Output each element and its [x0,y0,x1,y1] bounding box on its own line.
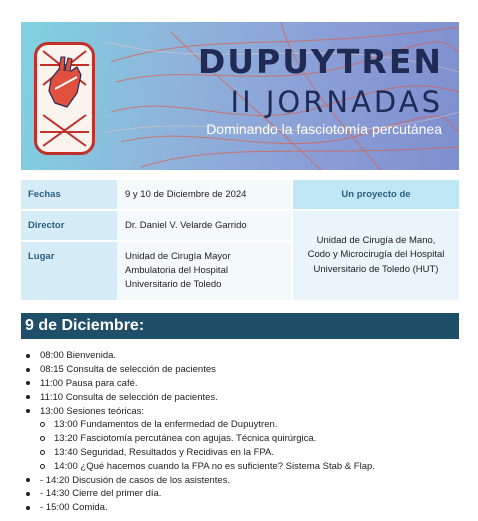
list-item [26,390,466,404]
list-item [26,487,466,501]
banner-subtitle: II JORNADAS [230,85,443,119]
fechas-label: Fechas [21,180,117,209]
list-item [26,363,466,377]
proyecto-line: Codo y Microcirugía del Hospital [307,249,445,261]
director-value: Dr. Daniel V. Velarde Garrido [117,211,291,240]
lugar-value [117,242,291,300]
session-text: 14:00 ¿Qué hacemos cuando la FPA no es suficiente? Sistema Stab & Flap. [54,460,375,472]
schedule-text: - 15:00 Comida. [40,502,108,514]
sub-list-item [26,446,466,460]
session-text: 13:20 Fasciotomía percutánea con agujas. Técnica quirúrgica. [54,433,317,445]
schedule-text: - 14:20 Discusión de casos de los asistentes. [40,474,231,486]
list-item [26,473,466,487]
session-text: 13:40 Seguridad, Resultados y Recidivas en la FPA. [54,446,275,458]
lugar-line: Unidad de Cirugía Mayor [125,251,231,263]
list-item [26,404,466,418]
fechas-value: 9 y 10 de Diciembre de 2024 [117,180,291,209]
schedule-text: 08:15 Consulta de selección de pacientes [40,364,216,376]
sub-list-item [26,432,466,446]
schedule-list [26,349,466,515]
schedule-text: 11:00 Pausa para café. [40,377,138,389]
sub-list-item [26,418,466,432]
event-banner [21,22,459,170]
banner-tagline: Dominando la fasciotomía percutánea [206,121,442,137]
banner-title: DUPUYTREN [197,42,443,81]
event-info-table [21,180,459,300]
list-item [26,501,466,515]
lugar-line: Ambulatoria del Hospital [125,265,228,277]
proyecto-label: Un proyecto de [293,180,459,209]
proyecto-line: Universitario de Toledo (HUT) [313,263,439,275]
lugar-line: Universitario de Toledo [125,278,222,290]
proyecto-line: Unidad de Cirugía de Mano, [316,235,436,247]
hand-logo-icon [34,42,95,155]
day-header: 9 de Diciembre: [21,313,459,339]
schedule-text: 08:00 Bienvenida. [40,350,117,362]
schedule-text: - 14:30 Cierre del primer día. [40,488,162,500]
list-item [26,349,466,363]
proyecto-value [293,211,459,300]
list-item [26,377,466,391]
lugar-label: Lugar [21,242,117,300]
schedule-text: 13:00 Sesiones teóricas: [40,405,145,417]
session-text: 13:00 Fundamentos de la enfermedad de Dupuytren. [54,419,278,431]
schedule-text: 11:10 Consulta de selección de pacientes. [40,391,218,403]
sub-list-item [26,459,466,473]
director-label: Director [21,211,117,240]
